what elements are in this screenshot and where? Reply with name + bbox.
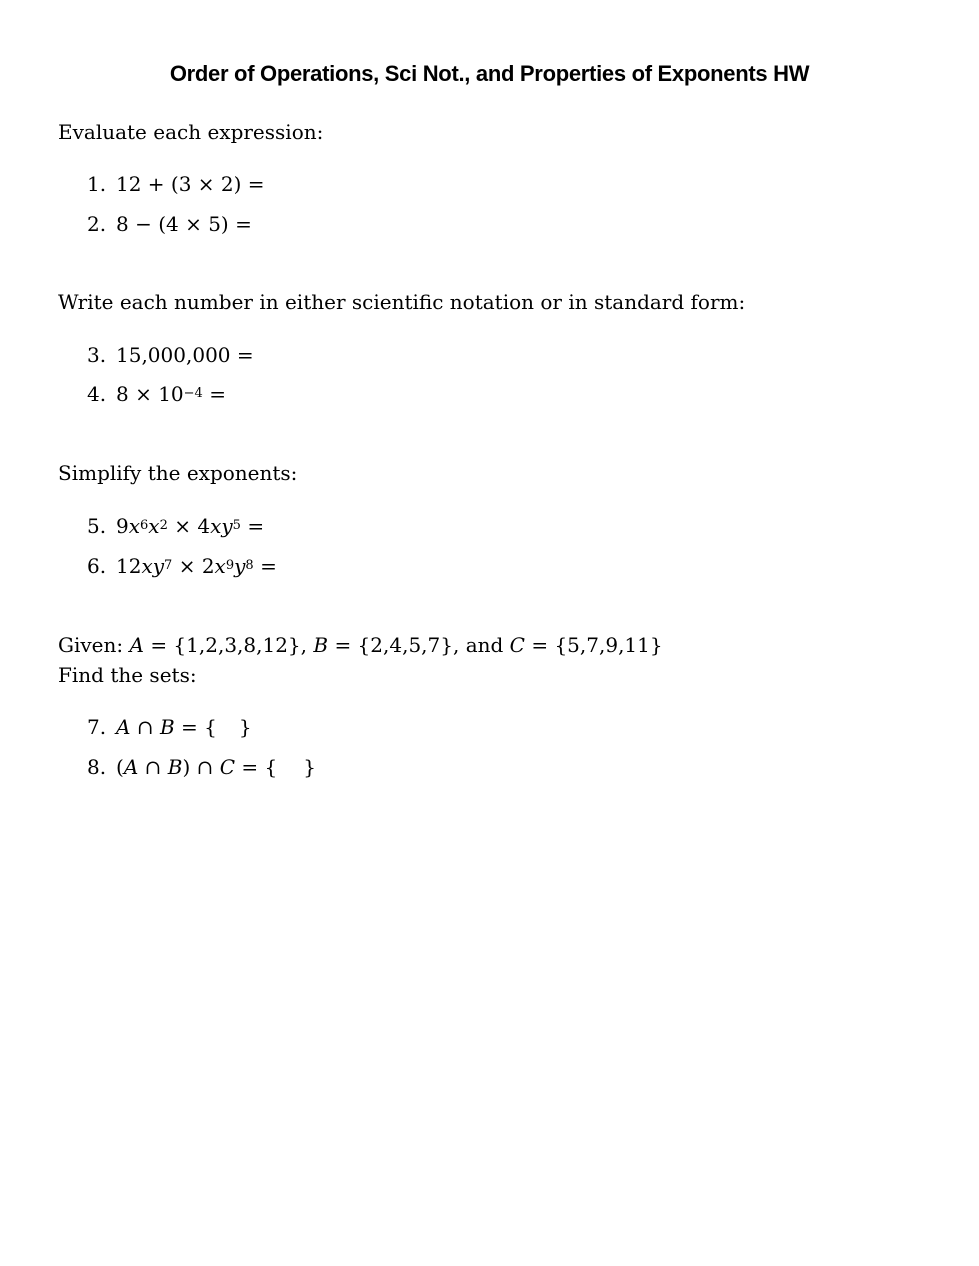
equals-sign: = — [209, 382, 226, 406]
set-a: = {1,2,3,8,12}, — [150, 633, 308, 657]
problem-expression: 15,000,000 = — [116, 343, 254, 367]
problem-4 — [87, 379, 226, 413]
problem-2 — [87, 209, 252, 239]
given-label: Given: — [58, 633, 124, 657]
problem-3 — [87, 340, 254, 370]
problem-7 — [87, 712, 252, 742]
problem-number: 8. — [87, 755, 107, 779]
problem-expression: (A ∩ B) ∩ C = { } — [116, 755, 316, 779]
problem-number: 5. — [87, 514, 107, 538]
problem-expression: 8 − (4 × 5) = — [116, 212, 252, 236]
section-3-instruction: Simplify the exponents: — [58, 461, 298, 485]
problem-8 — [87, 752, 316, 782]
problem-expression: $12xy^7 \times 2x^9y^8$ = — [116, 554, 277, 578]
and-word: and — [465, 633, 504, 657]
problem-expression — [116, 382, 226, 406]
problem-number: 6. — [87, 554, 107, 578]
problem-number: 3. — [87, 343, 107, 367]
set-b-name: B — [313, 633, 329, 657]
section-1-instruction: Evaluate each expression: — [58, 120, 324, 144]
problem-expression: A ∩ B = { } — [116, 715, 252, 739]
section-2-instruction: Write each number in either scientific notation or in standard form: — [58, 290, 746, 314]
problem-1 — [87, 169, 265, 199]
problem-6 — [87, 551, 277, 585]
expression-exponent: −4 — [183, 386, 203, 401]
section-4-instruction: Find the sets: — [58, 663, 197, 687]
expression-base: 8 × 10 — [116, 382, 184, 406]
set-a-name: A — [129, 633, 144, 657]
set-b: = {2,4,5,7}, — [334, 633, 460, 657]
page-title: Order of Operations, Sci Not., and Properties of Exponents HW — [169, 61, 810, 86]
problem-number: 2. — [87, 212, 107, 236]
problem-number: 1. — [87, 172, 107, 196]
problem-5 — [87, 511, 264, 545]
problem-number: 4. — [87, 382, 107, 406]
given-sets — [58, 630, 663, 660]
set-c-name: C — [509, 633, 525, 657]
problem-expression: $9x^6x^2 \times 4xy^5$ = — [116, 514, 265, 538]
problem-expression: 12 + (3 × 2) = — [116, 172, 265, 196]
problem-number: 7. — [87, 715, 107, 739]
set-c: = {5,7,9,11} — [531, 633, 663, 657]
